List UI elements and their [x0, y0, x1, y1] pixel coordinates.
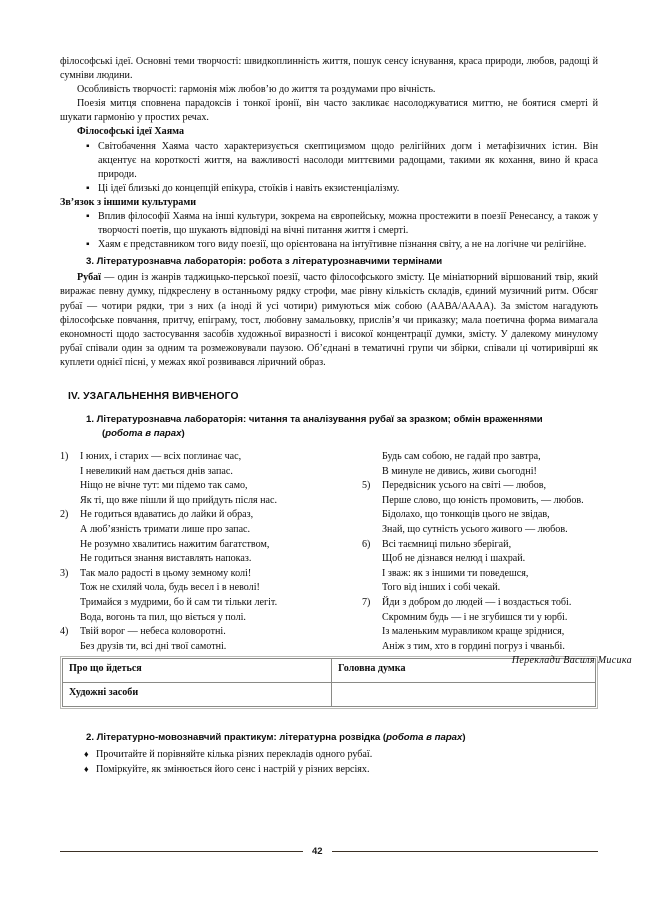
stanza-number: 1): [60, 450, 69, 462]
section-3-body: [60, 271, 598, 370]
poem-line: Знай, що сутність усього живого — любов.: [382, 523, 568, 535]
list-item: [60, 140, 598, 182]
stanza: [60, 450, 332, 508]
poem-line: А люб’язність тримати лише про запас.: [80, 523, 251, 535]
table-cell-devices[interactable]: Художні засоби: [63, 682, 332, 706]
list-item-text: Вплив філософії Хаяма на інші культури, зокрема на європейську, можна простежити в поезії Ренесансу, а також у творчості поетів, що шукають відповіді на вічні питання життя і смерті.: [98, 211, 598, 237]
poem-line: Твій ворог — небеса коловоротні.: [80, 626, 226, 638]
poem-line: Не годиться знання виставлять напоказ.: [80, 553, 252, 565]
cultures-list: [60, 210, 598, 252]
intro-paragraph-1: філософські ідеї. Основні теми творчості: швидкоплинність життя, пошук сенсу існування, краса природи, любов, радощі й сумніви людини.: [60, 56, 598, 82]
stanza: [362, 596, 634, 654]
stanza-number: 2): [60, 509, 69, 521]
table-cell-about[interactable]: Про що йдеться: [63, 658, 332, 682]
stanza: [60, 508, 332, 566]
translator-attribution: Переклади Василя Мисика: [511, 655, 632, 667]
section-3-heading: 3. Літературознавча лабораторія: робота з літературознавчими термінами: [86, 256, 443, 268]
poem-line: Не розумно хвалитись нажитим багатством,: [80, 538, 270, 550]
term-rubai: Рубаї: [77, 272, 101, 284]
poem-line: Будь сам собою, не гадай про завтра,: [382, 450, 541, 462]
list-item-text: Прочитайте й порівняйте кілька різних перекладів одного рубаї.: [96, 748, 373, 760]
stanza-number: 7): [362, 596, 371, 608]
task-1-heading-line1: 1. Літературознавча лабораторія: читання та аналізування рубаї за зразком; обмін враженнями: [86, 413, 543, 425]
poem-line: Як ті, що вже пішли й що прийдуть після нас.: [80, 494, 278, 506]
page-number: 42: [312, 846, 323, 857]
table-cell-main-idea[interactable]: Головна думка: [332, 658, 596, 682]
poem-line: Не годиться вдаватись до лайки й образ,: [80, 509, 254, 521]
poem-line: Вода, вогонь та пил, що віється у полі.: [80, 611, 246, 623]
list-item: [60, 210, 598, 238]
list-item: [60, 238, 598, 252]
poem-line: Того від інших і собі чекай.: [382, 582, 501, 594]
stanza-number: 3): [60, 567, 69, 579]
stanza: [362, 450, 634, 479]
poem-line: Бідолахо, що тонкощів цього не звідав,: [382, 509, 550, 521]
task-2-heading: [60, 731, 598, 745]
square-bullet-icon: ▪: [86, 239, 90, 251]
stanza: [60, 625, 332, 654]
poem-line: Тримайся з мудрими, бо й сам ти тільки легіт.: [80, 596, 278, 608]
square-bullet-icon: ▪: [86, 182, 90, 194]
section-3-body-rest: — один із жанрів таджицько-перської поезії, часто філософського змісту. Це мініатюрний віршований твір, який виражає певну думку, підкреслену в останньому рядку строфи, має рівну кількість складів, єдиний музичний ритм. Обсяг рубаї — чотири рядки, три з них (а іноді й усі чотири) римуються між собою (ААВА/АААА). За змістом нагадують філософське повчання, притчу, епіграму, тост, любовну замальовку, прислів’я чи приказку; мала поетична форма вимагала економності щодо застосування засобів художньої виразності і високої концентрації думки, змісту. У далекому минулому рубаї співали один за одним та розмежовували паузою. Об’єднані в тематичні групи чи збірки, співали ці чотиривірші як куплети однієї пісні, у межах якої розвивався ліричний образ.: [60, 272, 598, 368]
stanza-number: 4): [60, 626, 69, 638]
poem-line: Так мало радості в цьому земному колі!: [80, 567, 252, 579]
poems-block: [60, 450, 632, 667]
square-bullet-icon: ▪: [86, 140, 90, 152]
paren-open: (: [102, 427, 106, 439]
page-footer: [60, 846, 598, 857]
task-2-heading-main: 2. Літературно-мовознавчий практикум: літературна розвідка (: [86, 731, 387, 743]
footer-rule-right: [332, 851, 598, 853]
cultures-heading: Зв’язок з іншими культурами: [60, 196, 197, 208]
poem-line: І невеликий нам дається днів запас.: [80, 465, 233, 477]
intro-paragraph-2: Особливість творчості: гармонія між любов’ю до життя та роздумами про вічність.: [77, 84, 436, 96]
poems-right-column: [362, 450, 634, 669]
poem-line: Аніж з тим, хто в гордині погруз і чваньбі.: [382, 640, 565, 652]
poem-line: Без друзів ти, всі дні твої самотні.: [80, 640, 227, 652]
paren-close: ): [462, 731, 466, 743]
poem-line: Тож не схиляй чола, будь весел і в неволі!: [80, 582, 260, 594]
list-item: [60, 747, 598, 763]
square-bullet-icon: ▪: [86, 211, 90, 223]
poem-line: Ніщо не вічне тут: ми підемо так само,: [80, 480, 248, 492]
stanza: [362, 538, 634, 596]
list-item-text: Хаям є представником того виду поезії, що орієнтована на інтуїтивне пізнання світу, а не на логічне чи релігійне.: [98, 239, 587, 251]
poem-line: І юних, і старих — всіх поглинає час,: [80, 450, 242, 462]
list-item-text: Світобачення Хаяма часто характеризується скептицизмом щодо релігійних догм і метафізичних істин. Він акцентує на короткості життя, на важливості насолоди миттєвими радощами, такими як кохання, вино й краса природи.: [98, 140, 598, 180]
intro-paragraph-3: Поезія митця сповнена парадоксів і тонкої іронії, він часто закликає насолоджуватися миттю, не боятися смерті й шукати гармонію у простих речах.: [60, 98, 598, 124]
poem-line: Передвісник усього на світі — любов,: [382, 480, 547, 492]
stanza: [362, 479, 634, 537]
pair-work-label: робота в парах: [386, 731, 463, 743]
stanza-number: 6): [362, 538, 371, 550]
poem-line: Йди з добром до людей — і воздасться тобі.: [382, 596, 572, 608]
section-4-heading: IV. УЗАГАЛЬНЕННЯ ВИВЧЕНОГО: [68, 390, 239, 402]
poem-line: Щоб не дізнався нелюд і шахрай.: [382, 553, 526, 565]
list-item: [60, 762, 598, 778]
list-item: [60, 182, 598, 196]
table-cell-devices-value[interactable]: [332, 682, 596, 706]
poem-line: В минуле не дивись, живи сьогодні!: [382, 465, 537, 477]
paren-close: ): [181, 427, 185, 439]
poem-line: Із маленьким муравликом краще зріднися,: [382, 626, 565, 638]
task-1-heading-line2: [60, 427, 598, 441]
stanza: [60, 567, 332, 625]
diamond-bullet-icon: ♦: [84, 764, 89, 775]
poems-left-column: [60, 450, 332, 654]
stanza-number: 5): [362, 480, 371, 492]
pair-work-label: робота в парах: [105, 427, 182, 439]
table-row: [63, 682, 596, 706]
philosophy-heading: Філософські ідеї Хаяма: [77, 126, 185, 138]
footer-rule-left: [60, 851, 303, 853]
poem-line: Скромним будь — і не згубишся ти у юрбі.: [382, 611, 568, 623]
poem-line: Всі таємниці пильно зберігай,: [382, 538, 512, 550]
list-item-text: Поміркуйте, як змінюється його сенс і настрій у різних версіях.: [96, 764, 370, 776]
diamond-bullet-icon: ♦: [84, 748, 89, 759]
poem-line: Перше слово, що юність промовить, — любов.: [382, 494, 584, 506]
task-2-list: [60, 747, 598, 778]
philosophy-list: [60, 140, 598, 196]
list-item-text: Ці ідеї близькі до концепцій епікура, стоїків і навіть екзистенціалізму.: [98, 182, 400, 194]
poem-line: І зваж: як з іншими ти поведешся,: [382, 567, 529, 579]
